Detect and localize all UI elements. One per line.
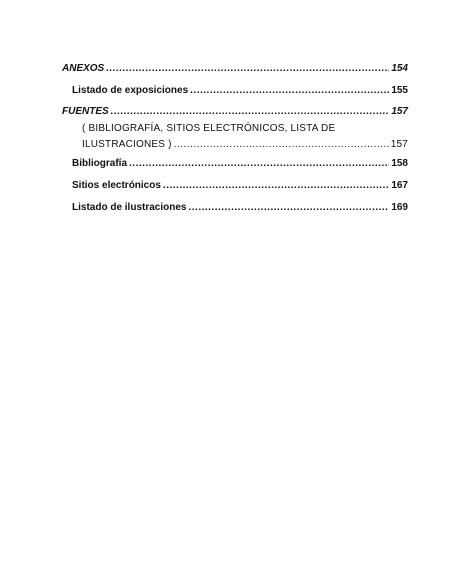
toc-entry-fuentes[interactable] — [62, 106, 408, 118]
toc-entry-page-number: 167 — [391, 180, 408, 191]
toc-entry-title-line: ILUSTRACIONES ) — [82, 139, 172, 150]
dot-leader — [190, 85, 389, 97]
toc-entry-page-number: 157 — [390, 139, 408, 150]
toc-entry-title: FUENTES — [62, 106, 109, 117]
toc-entry-anexos[interactable] — [62, 63, 408, 75]
toc-entry-title: Bibliografía — [72, 158, 128, 169]
table-of-contents — [62, 60, 408, 214]
toc-entry-title-line: ( BIBLIOGRAFÍA, SITIOS ELECTRÓNICOS, LISTA DE — [82, 123, 336, 134]
dot-leader — [188, 202, 389, 214]
toc-entry-page-number: 158 — [391, 158, 408, 169]
toc-entry-page-number: 169 — [391, 202, 408, 213]
toc-entry-title: Sitios electrónicos — [72, 180, 161, 191]
toc-entry-wrap-line — [82, 137, 408, 153]
toc-entry-listado-de-ilustraciones[interactable] — [72, 202, 408, 214]
toc-entry-title: Listado de exposiciones — [72, 85, 189, 96]
toc-entry-listado-de-exposiciones[interactable] — [72, 85, 408, 97]
toc-entry-page-number: 157 — [391, 106, 408, 117]
dot-leader — [174, 137, 389, 153]
toc-entry-title: ANEXOS — [62, 63, 105, 74]
toc-entry-title: Listado de ilustraciones — [72, 202, 187, 213]
toc-entry-bibliografia[interactable] — [72, 158, 408, 170]
toc-entry-page-number: 155 — [391, 85, 408, 96]
dot-leader — [163, 180, 389, 192]
toc-entry-sitios-electronicos[interactable] — [72, 180, 408, 192]
dot-leader — [106, 63, 389, 75]
dot-leader — [129, 158, 389, 170]
toc-entry-page-number: 154 — [391, 63, 408, 74]
toc-entry-fuentes-description[interactable] — [82, 121, 408, 153]
dot-leader — [111, 106, 390, 118]
